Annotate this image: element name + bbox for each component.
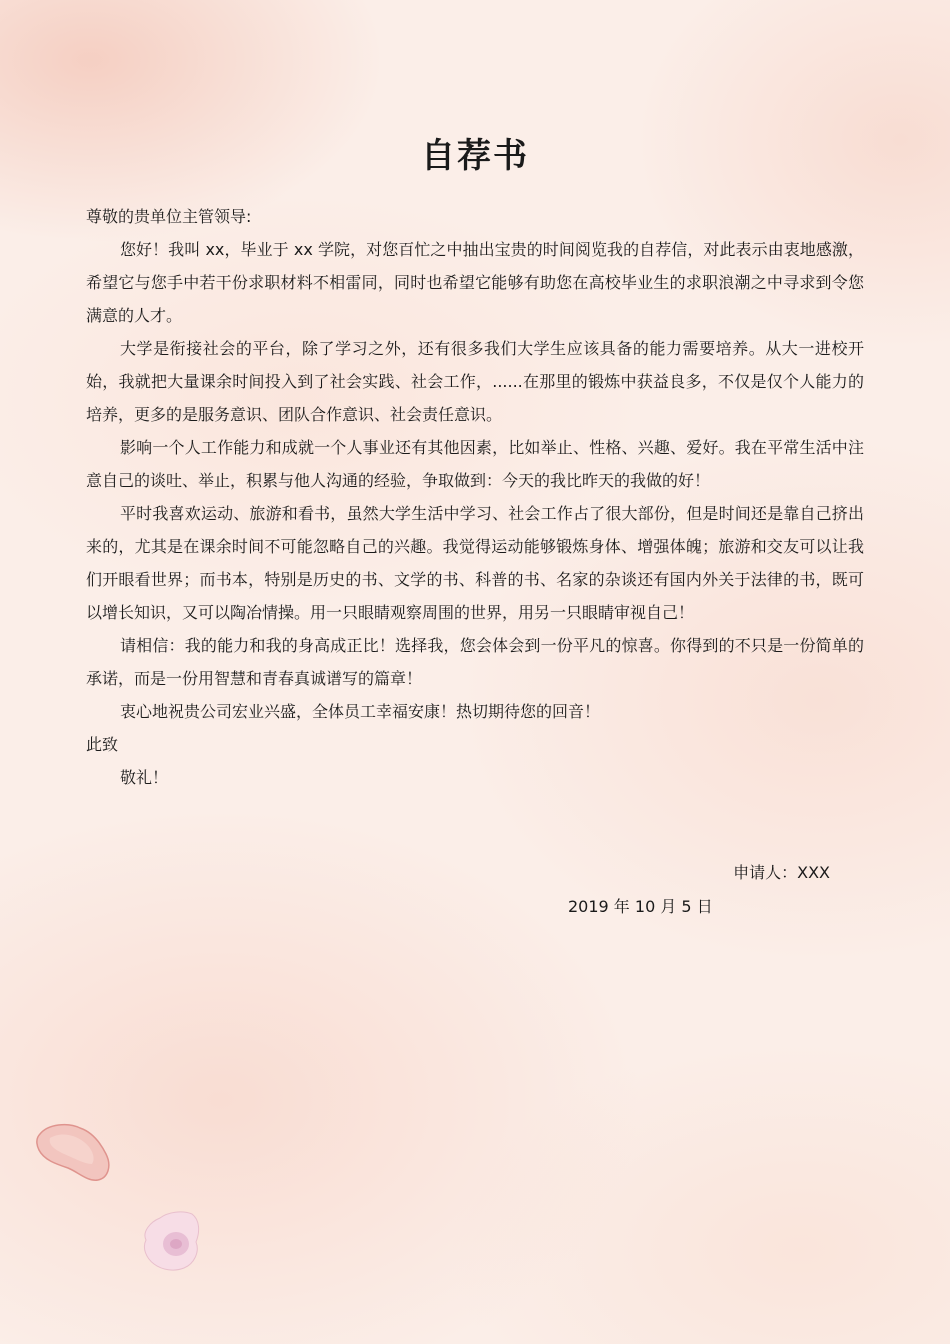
paragraph-character: 影响一个人工作能力和成就一个人事业还有其他因素，比如举止、性格、兴趣、爱好。我在平常生活中注意自己的谈吐、举止，积累与他人沟通的经验，争取做到：今天的我比昨天的我做的好！: [86, 438, 864, 490]
letter-date: 2019 年 10 月 5 日: [568, 897, 713, 916]
petal-decoration-red: [34, 1120, 114, 1190]
paragraph-greeting: 您好！我叫 xx，毕业于 xx 学院，对您百忙之中抽出宝贵的时间阅览我的自荐信，对此表示由衷地感激，希望它与您手中若干份求职材料不相雷同，同时也希望它能够有助您在高校毕业生的求职浪潮之中寻求到令您满意的人才。: [86, 240, 864, 325]
paragraph-university: 大学是衔接社会的平台，除了学习之外，还有很多我们大学生应该具备的能力需要培养。从大一进校开始，我就把大量课余时间投入到了社会实践、社会工作，......在那里的锻炼中获益良多，不仅是仅个人能力的培养，更多的是服务意识、团队合作意识、社会责任意识。: [86, 339, 864, 424]
letter-body: [86, 200, 864, 794]
petal-decoration-pink: [138, 1208, 208, 1278]
signature: 申请人：XXX: [733, 863, 830, 882]
page-title: 自荐书: [421, 136, 529, 176]
closing-line-1: 此致: [86, 735, 119, 754]
closing-line-2: 敬礼！: [120, 768, 169, 787]
paragraph-confidence: 请相信：我的能力和我的身高成正比！选择我，您会体会到一份平凡的惊喜。你得到的不只是一份简单的承诺，而是一份用智慧和青春真诚谱写的篇章！: [86, 636, 864, 688]
paragraph-hobbies: 平时我喜欢运动、旅游和看书，虽然大学生活中学习、社会工作占了很大部份，但是时间还是靠自己挤出来的，尤其是在课余时间不可能忽略自己的兴趣。我觉得运动能够锻炼身体、增强体魄；旅游和交友可以让我们开眼看世界；而书本，特别是历史的书、文学的书、科普的书、名家的杂谈还有国内外关于法律的书，既可以增长知识，又可以陶冶情操。用一只眼睛观察周围的世界，用另一只眼睛审视自己！: [86, 504, 864, 622]
salutation: 尊敬的贵单位主管领导:: [86, 207, 252, 226]
paragraph-wishes: 衷心地祝贵公司宏业兴盛，全体员工幸福安康！热切期待您的回音！: [120, 702, 601, 721]
